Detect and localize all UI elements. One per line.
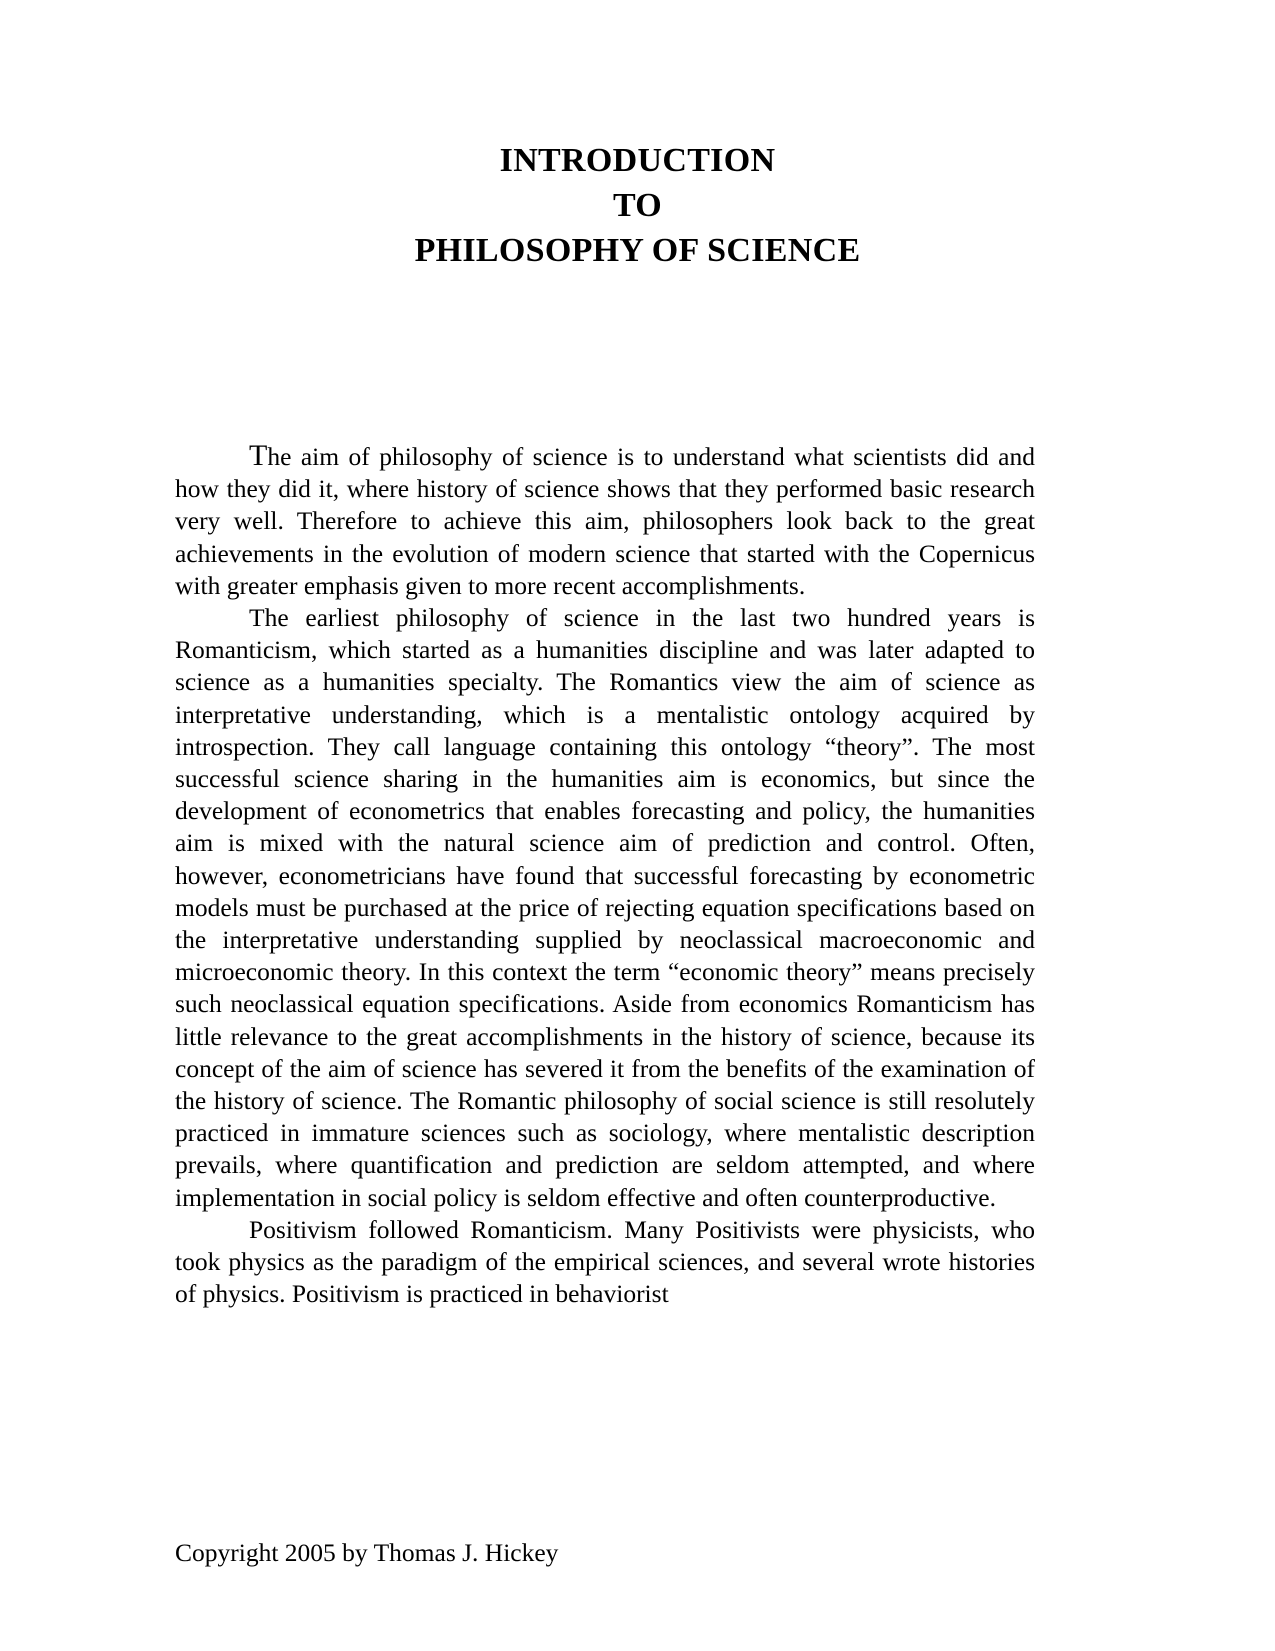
paragraph-3 xyxy=(175,1214,1035,1311)
title-line-1: INTRODUCTION xyxy=(499,142,776,179)
title-line-2: TO xyxy=(612,187,663,224)
paragraph-1-text: he aim of philosophy of science is to understand what scientists did and how they did it, where history of science shows that they performed basic research very well. Therefore to achieve this aim, philosophers look back to the great achievements in the evolution of modern science that started with the Copernicus with greater emphasis given to more recent accomplishments. xyxy=(175,442,1035,600)
paragraph-2-text: The earliest philosophy of science in the last two hundred years is Romanticism, which started as a humanities discipline and was later adapted to science as a humanities specialty. The Romantics view the aim of science as interpretative understanding, which is a mentalistic ontology acquired by introspection. They call language containing this ontology “theory”. The most successful science sharing in the humanities aim is economics, but since the development of econometrics that enables forecasting and policy, the humanities aim is mixed with the natural science aim of prediction and control. Often, however, econometricians have found that successful forecasting by econometric models must be purchased at the price of rejecting equation specifications based on the interpretative understanding supplied by neoclassical macroeconomic and microeconomic theory. In this context the term “economic theory” means precisely such neoclassical equation specifications. Aside from economics Romanticism has little relevance to the great accomplishments in the history of science, because its concept of the aim of science has severed it from the benefits of the examination of the history of science. The Romantic philosophy of social science is still resolutely practiced in immature sciences such as sociology, where mentalistic description prevails, where quantification and prediction are seldom attempted, and where implementation in social policy is seldom effective and often counterproductive. xyxy=(175,603,1035,1212)
paragraph-2 xyxy=(175,602,1035,1214)
document-body xyxy=(175,440,1035,1310)
paragraph-1 xyxy=(175,440,1035,602)
paragraph-3-text: Positivism followed Romanticism. Many Positivists were physicists, who took physics as the paradigm of the empirical sciences, and several wrote histories of physics. Positivism is practiced in behaviorist xyxy=(175,1214,1035,1309)
copyright-notice: Copyright 2005 by Thomas J. Hickey xyxy=(175,1538,559,1567)
paragraph-1-drop-cap: T xyxy=(249,439,268,472)
document-title xyxy=(0,138,1275,273)
title-line-3: PHILOSOPHY OF SCIENCE xyxy=(414,232,861,269)
